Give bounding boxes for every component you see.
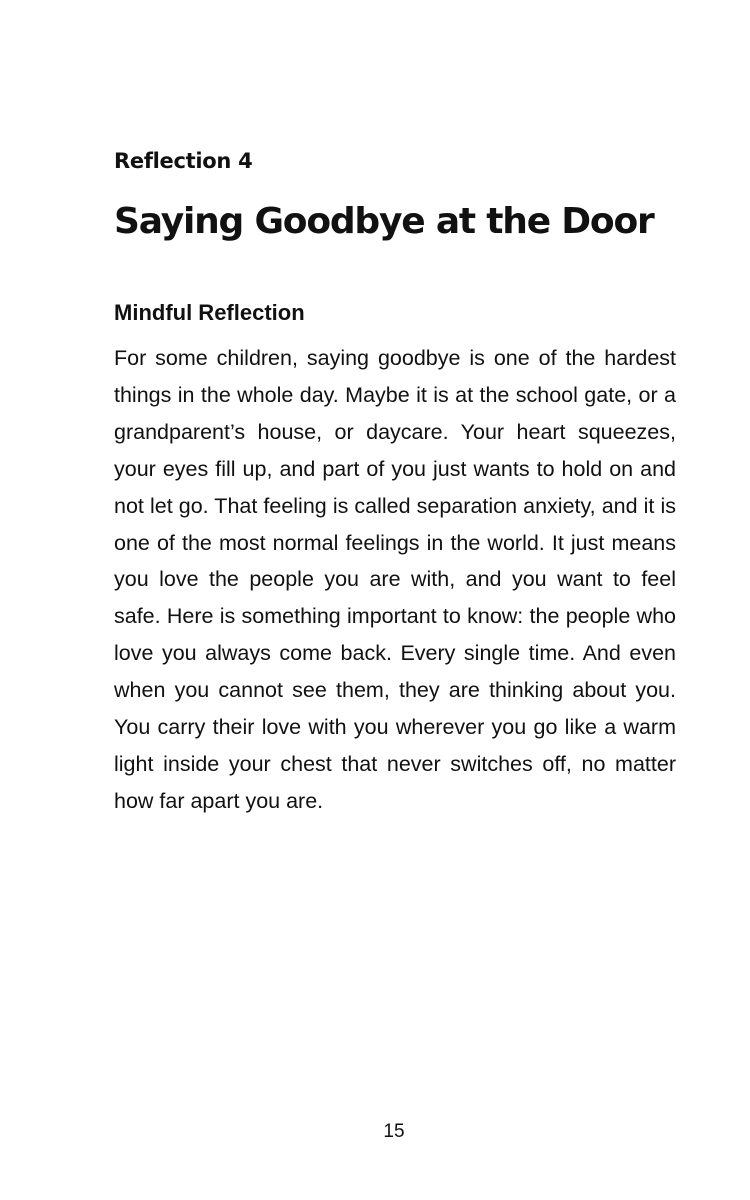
page-number: 15 bbox=[383, 1121, 405, 1142]
page-title: Saying Goodbye at the Door bbox=[114, 201, 654, 242]
section-heading: Mindful Reflection bbox=[114, 300, 305, 325]
body-paragraph: For some children, saying goodbye is one of the hardest things in the whole day. Maybe it is at the school gate, or a grandparent’s house, or daycare. Your heart squeezes, your eyes fill up, and part of you just wants to hold on and not let go. That feeling is called separation anxiety, and it is one of the most normal feelings in the world. It just means you love the people you are with, and you want to feel safe. Here is something important to know: the people who love you always come back. Every single time. And even when you cannot see them, they are thinking about you. You carry their love with you wherever you go like a warm light inside your chest that never switches off, no matter how far apart you are. bbox=[114, 346, 676, 813]
reflection-label: Reflection 4 bbox=[114, 149, 253, 173]
page-content bbox=[114, 146, 676, 820]
